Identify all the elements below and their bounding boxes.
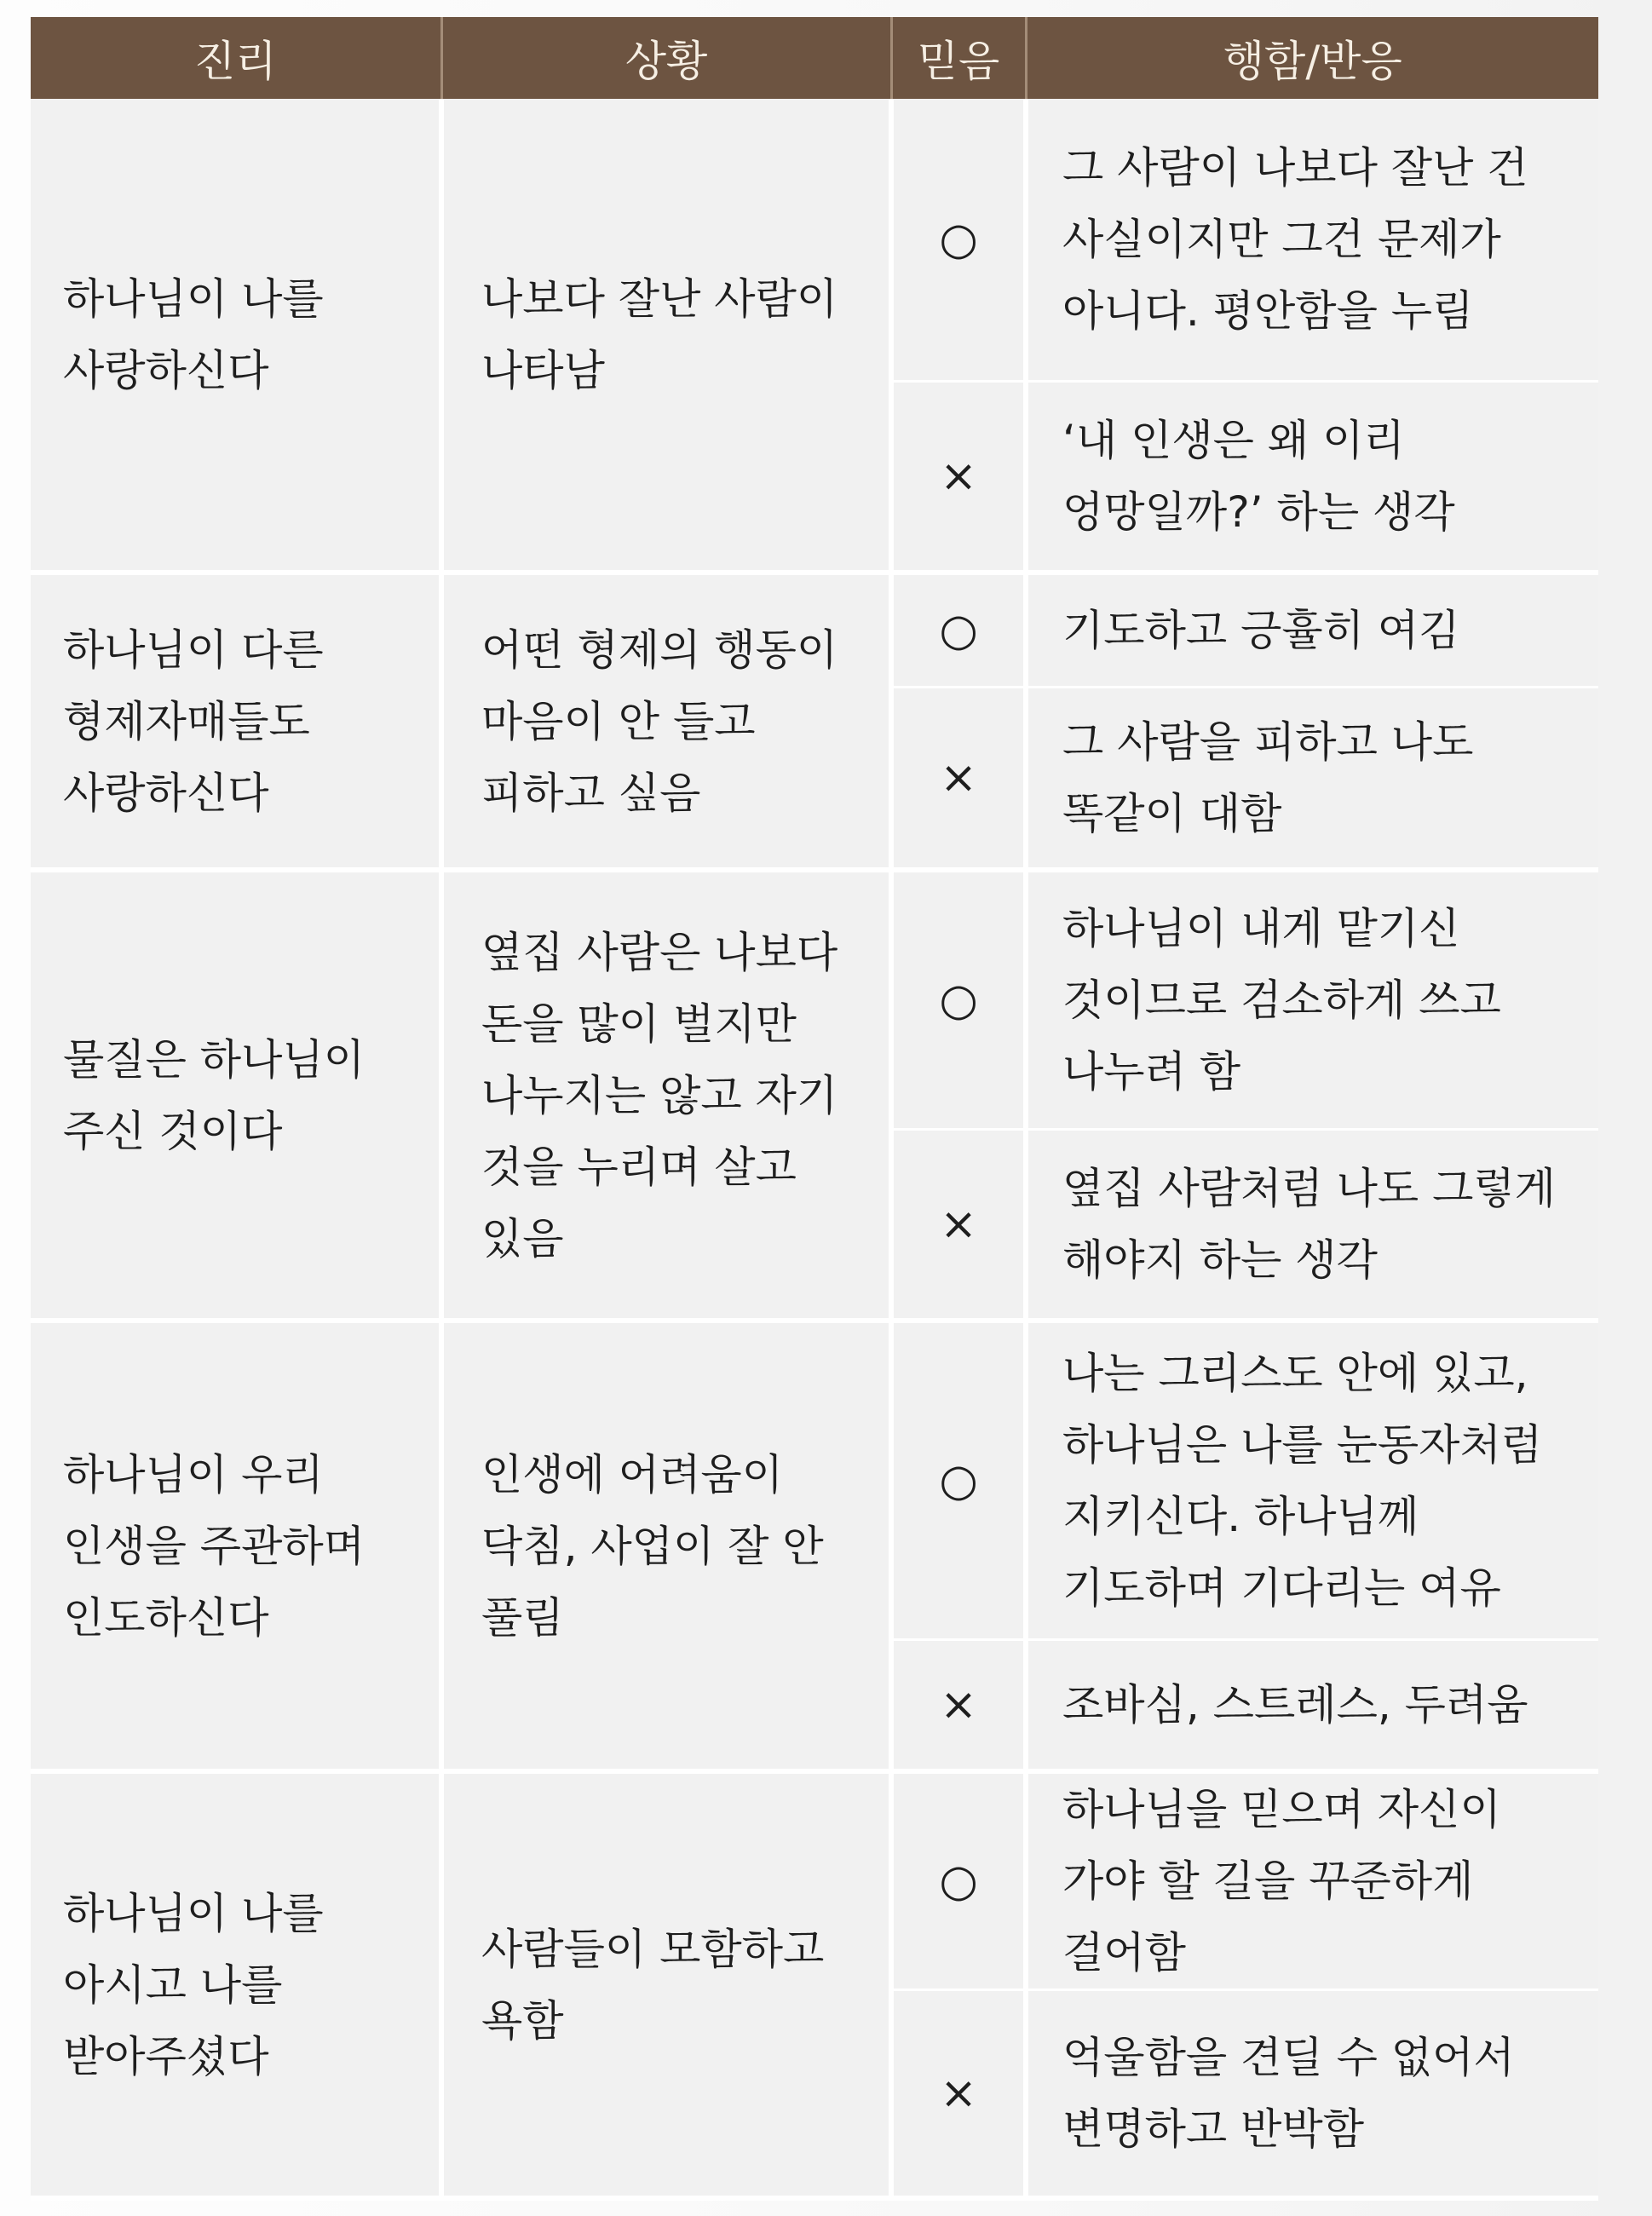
response-no-cell: ‘내 인생은 왜 이리 엉망일까?’ 하는 생각 [1026, 382, 1598, 573]
response-no-cell: 조바심, 스트레스, 두려움 [1026, 1640, 1598, 1772]
response-no-cell: 억울함을 견딜 수 없어서 변명하고 반박함 [1026, 1990, 1598, 2199]
belief-yes-mark: ○ [891, 870, 1026, 1130]
header-row [31, 17, 1598, 99]
belief-yes-mark: ○ [891, 1321, 1026, 1640]
response-yes-cell: 기도하고 긍휼히 여김 [1026, 573, 1598, 688]
table-row [31, 870, 1598, 1130]
truth-belief-table [31, 17, 1598, 2201]
truth-cell: 하나님이 우리 인생을 주관하며 인도하신다 [31, 1321, 441, 1771]
belief-no-mark: × [891, 1130, 1026, 1321]
header-situation: 상황 [441, 17, 891, 99]
belief-no-mark: × [891, 1640, 1026, 1772]
situation-cell: 인생에 어려움이 닥침, 사업이 잘 안 풀림 [441, 1321, 891, 1771]
table-row [31, 1321, 1598, 1640]
table-row [31, 573, 1598, 688]
situation-cell: 나보다 잘난 사람이 나타남 [441, 99, 891, 573]
truth-cell: 물질은 하나님이 주신 것이다 [31, 870, 441, 1321]
response-yes-cell: 하나님이 내게 맡기신 것이므로 검소하게 쓰고 나누려 함 [1026, 870, 1598, 1130]
truth-cell: 하나님이 나를 아시고 나를 받아주셨다 [31, 1771, 441, 2198]
table-row [31, 99, 1598, 382]
belief-no-mark: × [891, 1990, 1026, 2199]
truth-cell: 하나님이 나를 사랑하신다 [31, 99, 441, 573]
truth-cell: 하나님이 다른 형제자매들도 사랑하신다 [31, 573, 441, 870]
situation-cell: 어떤 형제의 행동이 마음이 안 들고 피하고 싶음 [441, 573, 891, 870]
response-no-cell: 그 사람을 피하고 나도 똑같이 대함 [1026, 688, 1598, 871]
belief-yes-mark: ○ [891, 573, 1026, 688]
situation-cell: 옆집 사람은 나보다 돈을 많이 벌지만 나누지는 않고 자기 것을 누리며 살고 있음 [441, 870, 891, 1321]
response-yes-cell: 그 사람이 나보다 잘난 건 사실이지만 그건 문제가 아니다. 평안함을 누림 [1026, 99, 1598, 382]
table-header [31, 17, 1598, 99]
table-row [31, 1771, 1598, 1990]
response-yes-cell: 나는 그리스도 안에 있고, 하나님은 나를 눈동자처럼 지키신다. 하나님께 기도하며 기다리는 여유 [1026, 1321, 1598, 1640]
header-response: 행함/반응 [1026, 17, 1598, 99]
belief-no-mark: × [891, 688, 1026, 871]
belief-yes-mark: ○ [891, 99, 1026, 382]
response-yes-cell: 하나님을 믿으며 자신이 가야 할 길을 꾸준하게 걸어함 [1026, 1771, 1598, 1990]
belief-yes-mark: ○ [891, 1771, 1026, 1990]
header-belief: 믿음 [891, 17, 1026, 99]
situation-cell: 사람들이 모함하고 욕함 [441, 1771, 891, 2198]
header-truth: 진리 [31, 17, 441, 99]
response-no-cell: 옆집 사람처럼 나도 그렇게 해야지 하는 생각 [1026, 1130, 1598, 1321]
belief-no-mark: × [891, 382, 1026, 573]
